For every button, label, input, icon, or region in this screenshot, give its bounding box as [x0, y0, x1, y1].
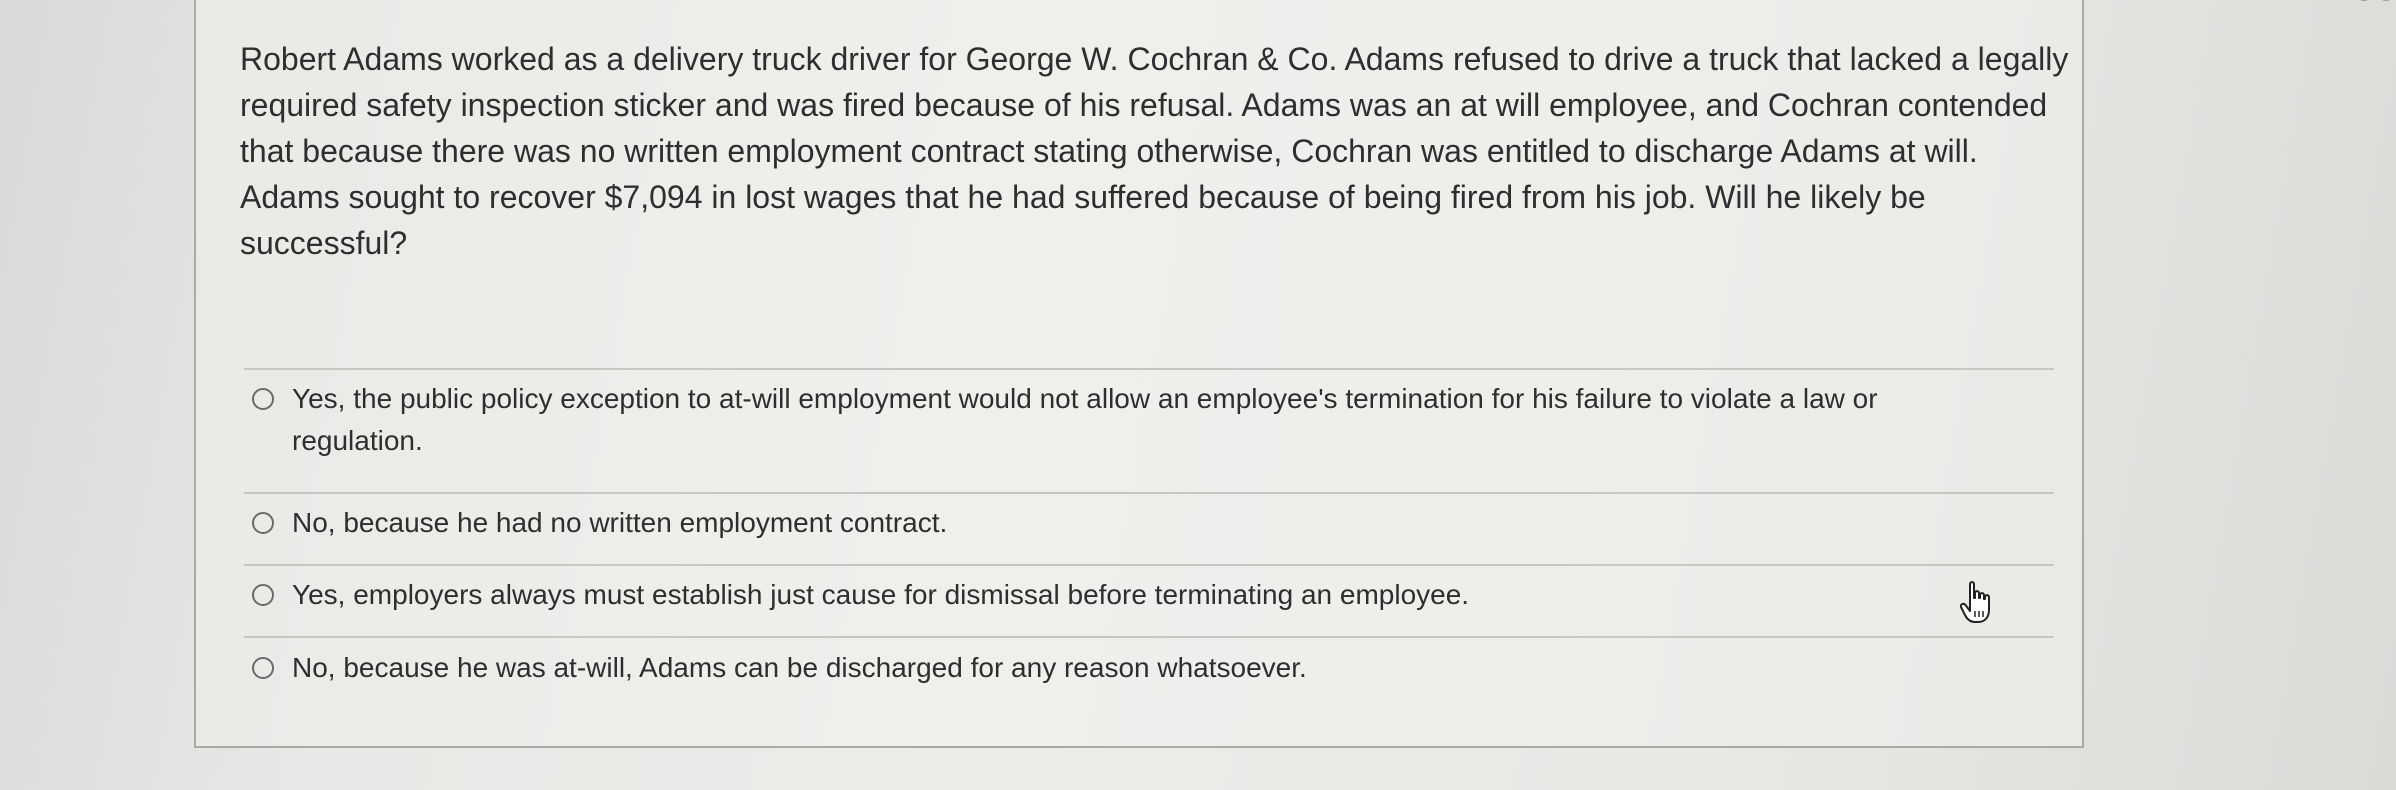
answer-option-label: Yes, employers always must establish just cause for dismissal before terminating an employee.: [292, 579, 1470, 610]
answer-option-2[interactable]: [252, 502, 2012, 544]
hand-pointer-icon: [1958, 580, 1996, 626]
answer-option-3[interactable]: [252, 574, 2012, 616]
radio-button[interactable]: [252, 584, 274, 606]
divider: [244, 368, 2054, 370]
question-text: Robert Adams worked as a delivery truck driver for George W. Cochran & Co. Adams refused to drive a truck that lacked a legally required safety inspection sticker and was fired because of his refusal. Adams was an at will employee, and Cochran contended that because there was no written employment contract stating otherwise, Cochran was entitled to discharge Adams at will. Adams sought to recover $7,094 in lost wages that he had suffered because of being fired from his job. Will he likely be successful?: [240, 41, 2069, 261]
answer-option-label: No, because he was at-will, Adams can be discharged for any reason whatsoever.: [292, 652, 1307, 683]
radio-button[interactable]: [252, 512, 274, 534]
answer-option-4[interactable]: [252, 647, 2012, 689]
answer-option-label: Yes, the public policy exception to at-will employment would not allow an employee's termination for his failure to violate a law or regulation.: [292, 383, 1878, 456]
divider: [244, 564, 2054, 566]
radio-button[interactable]: [252, 657, 274, 679]
radio-button[interactable]: [252, 388, 274, 410]
question-card: [194, 0, 2084, 748]
corner-decoration: [2350, 0, 2396, 6]
divider: [244, 636, 2054, 638]
answer-option-label: No, because he had no written employment contract.: [292, 507, 948, 538]
divider: [244, 492, 2054, 494]
answer-option-1[interactable]: [252, 378, 2012, 462]
